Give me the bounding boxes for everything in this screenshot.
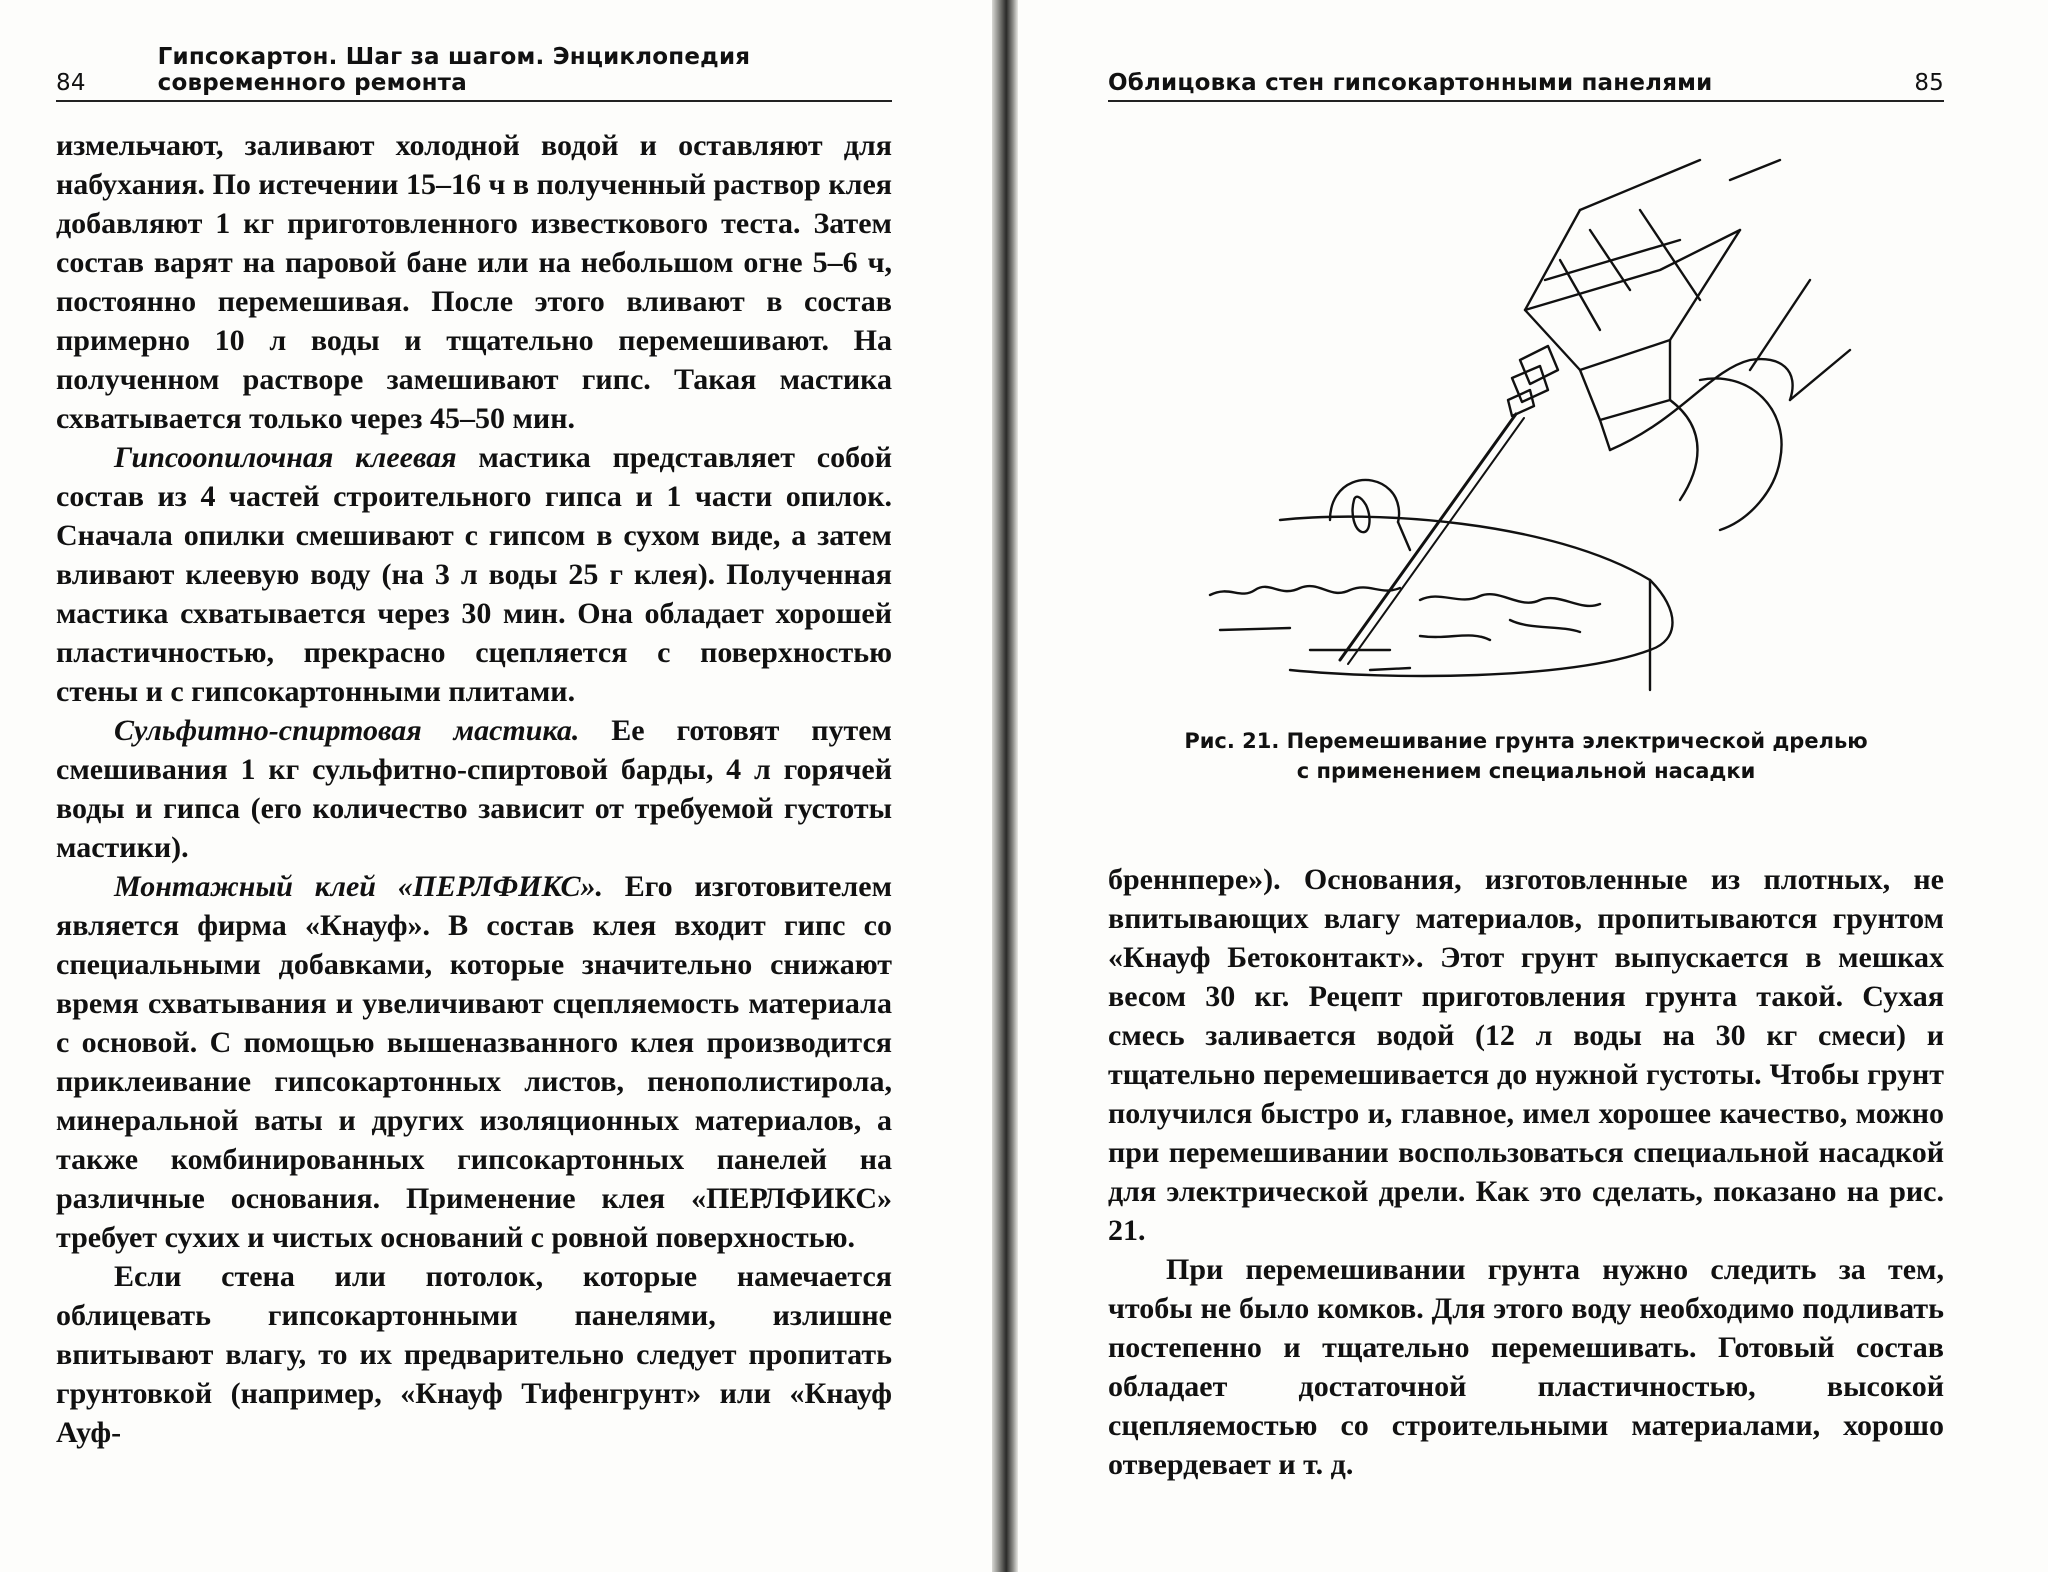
left-paragraph-3: Сульфитно-спиртовая мастика. Ее готовят путем смешивания 1 кг сульфитно-спиртовой барды, 4 л горячей воды и гипса (его количество зависит от требуемой густоты мастики). [56, 714, 892, 864]
left-running-title: Гипсокартон. Шаг за шагом. Энциклопедия современного ремонта [157, 44, 751, 96]
right-page-number: 85 [1914, 70, 1944, 96]
left-running-head [56, 44, 892, 102]
right-running-title: Облицовка стен гипсокартонными панелями [1108, 70, 1713, 96]
figure-caption [1108, 726, 1944, 786]
term-sulfite-alcohol: Сульфитно-спиртовая мастика. [114, 714, 580, 747]
caption-line-1: Рис. 21. Перемешивание грунта электрической дрелью [1184, 729, 1868, 753]
right-body-text [1108, 860, 1944, 1484]
left-paragraph-2: Гипсоопилочная клеевая мастика представляет собой состав из 4 частей строительного гипса и 1 части опилок. Сначала опилки смешивают с гипсом в сухом виде, а затем вливают клеевую воду (на 3 л воды 25 г клея). Полученная мастика схватывается через 30 мин. Она обладает хорошей пластичностью, прекрасно сцепляется с поверхностью стены и с гипсокартонными плитами. [56, 441, 892, 708]
left-body-text [56, 126, 892, 1452]
right-paragraph-1: бреннпере»). Основания, изготовленные из плотных, не впитывающих влагу материалов, пропитываются грунтом «Кнауф Бетоконтакт». Этот грунт выпускается в мешках весом 30 кг. Рецепт приготовления грунта такой. Сухая смесь заливается водой (12 л воды на 30 кг смеси) и тщательно перемешивается до нужной густоты. Чтобы грунт получился быстро и, главное, имел хорошее качество, можно при перемешивании воспользоваться специальной насадкой для электрической дрели. Как это сделать, показано на рис. 21. [1108, 863, 1944, 1247]
left-paragraph-5: Если стена или потолок, которые намечается облицевать гипсокартонными панелями, излишне впитывают влагу, то их предварительно следует пропитать грунтовкой (например, «Кнауф Тифенгрунт» или «Кнауф Ауф- [56, 1260, 892, 1449]
term-gypsum-sawdust: Гипсоопилочная клеевая [114, 441, 457, 474]
drill-mixing-bucket-illustration-icon [1190, 150, 1890, 710]
term-perlfix: Монтажный клей «ПЕРЛФИКС». [114, 870, 603, 903]
right-page [1010, 0, 2048, 1572]
left-page-number: 84 [56, 70, 86, 96]
right-paragraph-2: При перемешивании грунта нужно следить за тем, чтобы не было комков. Для этого воду необходимо подливать постепенно и тщательно перемешивать. Готовый состав обладает достаточной пластичностью, высокой сцепляемостью со строительными материалами, хорошо отвердевает и т. д. [1108, 1253, 1944, 1481]
left-paragraph-4: Монтажный клей «ПЕРЛФИКС». Его изготовителем является фирма «Кнауф». В состав клея входит гипс со специальными добавками, которые значительно снижают время схватывания и увеличивают сцепляемость материала с основой. С помощью вышеназванного клея производится приклеивание гипсокартонных листов, пенополистирола, минеральной ваты и других изоляционных материалов, а также комбинированных гипсокартонных панелей на различные основания. Применение клея «ПЕРЛФИКС» требует сухих и чистых оснований с ровной поверхностью. [56, 870, 892, 1254]
left-page [0, 0, 1000, 1572]
right-running-head [1108, 56, 1944, 102]
left-paragraph-1: измельчают, заливают холодной водой и оставляют для набухания. По истечении 15–16 ч в полученный раствор клея добавляют 1 кг приготовленного известкового теста. Затем состав варят на паровой бане или на небольшом огне 5–6 ч, постоянно перемешивая. После этого вливают в состав примерно 10 л воды и тщательно перемешивают. На полученном растворе замешивают гипс. Такая мастика схватывается только через 45–50 мин. [56, 129, 892, 435]
caption-line-2: с применением специальной насадки [1296, 759, 1756, 783]
